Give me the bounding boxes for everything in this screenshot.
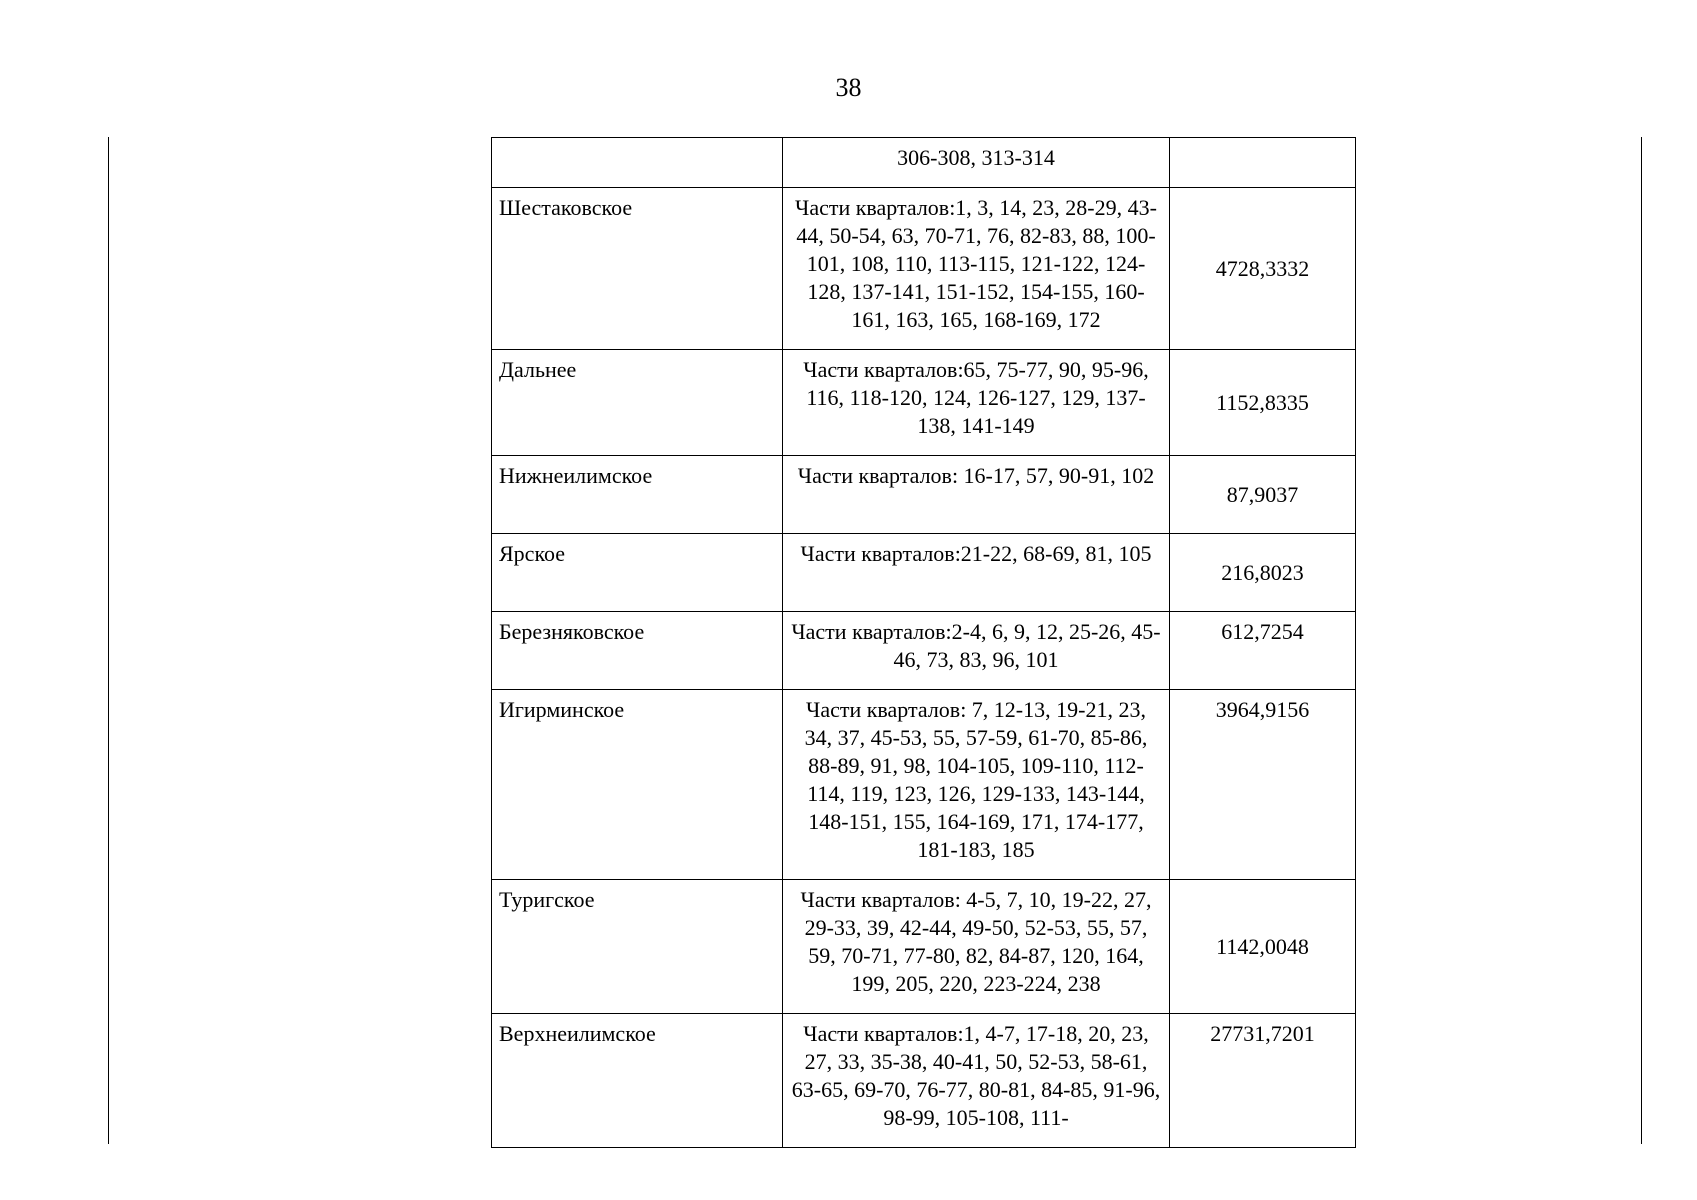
table-row: [492, 690, 1356, 880]
quarters-cell: Части кварталов:1, 4-7, 17-18, 20, 23, 27, 33, 35-38, 40-41, 50, 52-53, 58-61, 63-65, 69-70, 76-77, 80-81, 84-85, 91-96, 98-99, 105-108, 111-: [783, 1014, 1170, 1148]
forestry-name-cell: [492, 138, 783, 188]
forestry-name-cell: Дальнее: [492, 350, 783, 456]
page-number: 38: [835, 73, 862, 102]
area-cell: 3964,9156: [1170, 690, 1356, 880]
table-row: [492, 138, 1356, 188]
table-row: [492, 880, 1356, 1014]
area-cell: 612,7254: [1170, 612, 1356, 690]
quarters-cell: Части кварталов:1, 3, 14, 23, 28-29, 43-44, 50-54, 63, 70-71, 76, 82-83, 88, 100-101, 108, 110, 113-115, 121-122, 124-128, 137-141, 151-152, 154-155, 160-161, 163, 165, 168-169, 172: [783, 188, 1170, 350]
area-cell: [1170, 138, 1356, 188]
forestry-name-cell: Верхнеилимское: [492, 1014, 783, 1148]
quarters-cell: 306-308, 313-314: [783, 138, 1170, 188]
forestry-name-cell: Шестаковское: [492, 188, 783, 350]
forestry-name-cell: Туригское: [492, 880, 783, 1014]
forestry-name-cell: Нижнеилимское: [492, 456, 783, 534]
forestry-quarters-table: [491, 137, 1356, 1148]
forestry-name-cell: Березняковское: [492, 612, 783, 690]
area-cell: 87,9037: [1170, 456, 1356, 534]
forestry-name-cell: Ярское: [492, 534, 783, 612]
area-cell: 1152,8335: [1170, 350, 1356, 456]
forestry-name-cell: Игирминское: [492, 690, 783, 880]
table-row: [492, 188, 1356, 350]
area-cell: 4728,3332: [1170, 188, 1356, 350]
area-cell: 27731,7201: [1170, 1014, 1356, 1148]
quarters-cell: Части кварталов: 4-5, 7, 10, 19-22, 27, 29-33, 39, 42-44, 49-50, 52-53, 55, 57, 59, 70-71, 77-80, 82, 84-87, 120, 164, 199, 205, 220, 223-224, 238: [783, 880, 1170, 1014]
table-row: [492, 1014, 1356, 1148]
quarters-cell: Части кварталов:21-22, 68-69, 81, 105: [783, 534, 1170, 612]
quarters-cell: Части кварталов: 16-17, 57, 90-91, 102: [783, 456, 1170, 534]
quarters-cell: Части кварталов:65, 75-77, 90, 95-96, 116, 118-120, 124, 126-127, 129, 137-138, 141-149: [783, 350, 1170, 456]
table-row: [492, 612, 1356, 690]
left-margin-line: [108, 137, 109, 1144]
right-margin-line: [1641, 137, 1642, 1144]
quarters-cell: Части кварталов: 7, 12-13, 19-21, 23, 34, 37, 45-53, 55, 57-59, 61-70, 85-86, 88-89, 91, 98, 104-105, 109-110, 112-114, 119, 123, 126, 129-133, 143-144, 148-151, 155, 164-169, 171, 174-177, 181-183, 185: [783, 690, 1170, 880]
table-row: [492, 350, 1356, 456]
area-cell: 216,8023: [1170, 534, 1356, 612]
quarters-cell: Части кварталов:2-4, 6, 9, 12, 25-26, 45-46, 73, 83, 96, 101: [783, 612, 1170, 690]
table-row: [492, 534, 1356, 612]
table-row: [492, 456, 1356, 534]
area-cell: 1142,0048: [1170, 880, 1356, 1014]
